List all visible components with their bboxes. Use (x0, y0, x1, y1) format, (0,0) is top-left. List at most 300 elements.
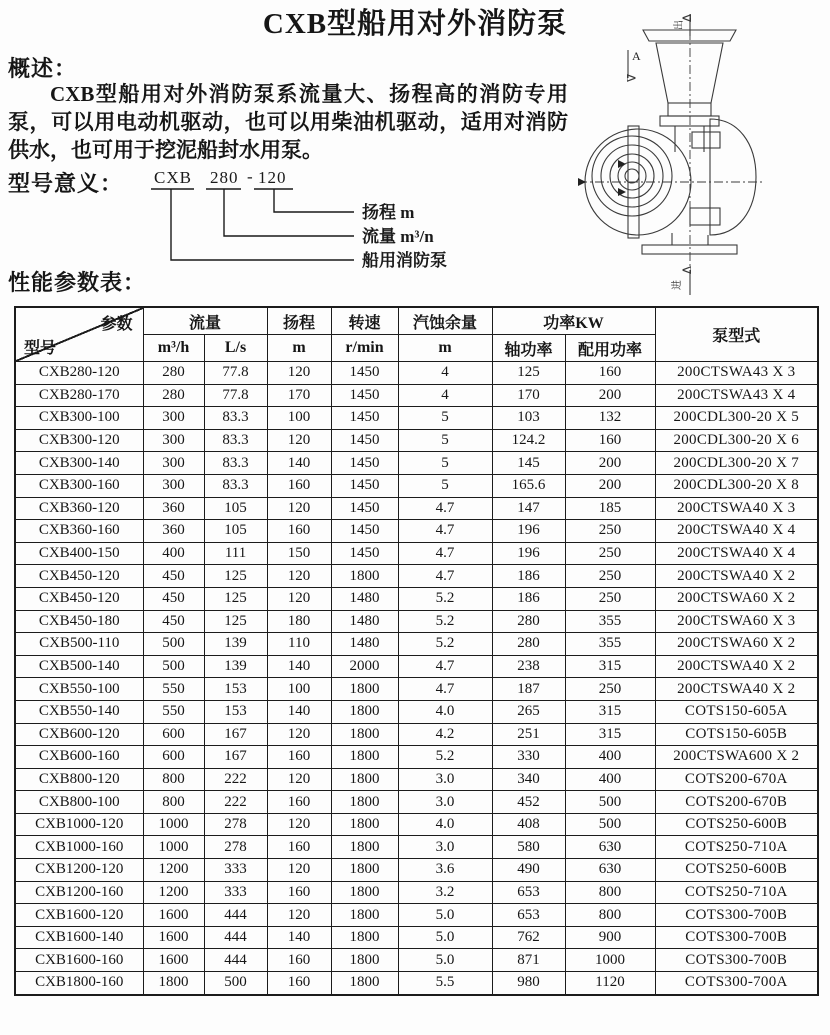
header-npsh: 汽蚀余量 (398, 307, 492, 335)
value-cell: 1480 (331, 633, 398, 656)
value-cell: 580 (492, 836, 565, 859)
value-cell: 5.0 (398, 926, 492, 949)
pump-type-cell: 200CTSWA40 X 2 (655, 655, 818, 678)
model-cell: CXB300-160 (15, 474, 143, 497)
header-power-rated: 配用功率 (565, 335, 655, 362)
value-cell: 1450 (331, 474, 398, 497)
value-cell: 1600 (143, 949, 204, 972)
value-cell: 1000 (565, 949, 655, 972)
pump-type-cell: 200CTSWA60 X 2 (655, 587, 818, 610)
value-cell: 105 (204, 520, 267, 543)
value-cell: 125 (204, 565, 267, 588)
value-cell: 550 (143, 678, 204, 701)
value-cell: 100 (267, 678, 331, 701)
value-cell: 300 (143, 429, 204, 452)
value-cell: 160 (565, 362, 655, 385)
pump-type-cell: 200CTSWA43 X 3 (655, 362, 818, 385)
value-cell: 3.0 (398, 768, 492, 791)
value-cell: 400 (565, 768, 655, 791)
value-cell: 1450 (331, 497, 398, 520)
value-cell: 360 (143, 497, 204, 520)
value-cell: 500 (143, 633, 204, 656)
model-cell: CXB280-170 (15, 384, 143, 407)
pump-type-cell: COTS200-670A (655, 768, 818, 791)
nozzle-neck (668, 103, 711, 116)
value-cell: 800 (565, 881, 655, 904)
value-cell: 186 (492, 565, 565, 588)
value-cell: 871 (492, 949, 565, 972)
value-cell: 1800 (331, 813, 398, 836)
value-cell: 1800 (331, 972, 398, 995)
value-cell: 160 (267, 836, 331, 859)
value-cell: 186 (492, 587, 565, 610)
value-cell: 900 (565, 926, 655, 949)
table-row (15, 542, 818, 565)
value-cell: 139 (204, 633, 267, 656)
pump-type-cell: 200CTSWA40 X 2 (655, 678, 818, 701)
table-row (15, 452, 818, 475)
value-cell: 83.3 (204, 407, 267, 430)
value-cell: 1450 (331, 429, 398, 452)
value-cell: 408 (492, 813, 565, 836)
model-cell: CXB550-140 (15, 700, 143, 723)
model-cell: CXB600-160 (15, 746, 143, 769)
lower-bracket (690, 208, 720, 225)
value-cell: 452 (492, 791, 565, 814)
table-row (15, 972, 818, 995)
table-row (15, 587, 818, 610)
value-cell: 490 (492, 859, 565, 882)
value-cell: 4.7 (398, 520, 492, 543)
upper-bracket (692, 132, 720, 148)
header-head: 扬程 (267, 307, 331, 335)
value-cell: 196 (492, 542, 565, 565)
inlet-label: 进 (672, 280, 683, 290)
pump-type-cell: 200CTSWA600 X 2 (655, 746, 818, 769)
table-row (15, 949, 818, 972)
value-cell: 444 (204, 904, 267, 927)
value-cell: 4.0 (398, 813, 492, 836)
value-cell: 4 (398, 362, 492, 385)
value-cell: 280 (143, 384, 204, 407)
value-cell: 2000 (331, 655, 398, 678)
value-cell: 5.0 (398, 904, 492, 927)
value-cell: 160 (267, 520, 331, 543)
value-cell: 160 (565, 429, 655, 452)
pump-type-cell: COTS250-710A (655, 836, 818, 859)
example-model-code: CXB (154, 168, 192, 187)
pump-type-cell: 200CTSWA40 X 4 (655, 520, 818, 543)
pump-drawing (572, 2, 822, 302)
value-cell: 1800 (331, 723, 398, 746)
value-cell: 1450 (331, 384, 398, 407)
table-row (15, 700, 818, 723)
value-cell: 120 (267, 497, 331, 520)
pump-type-cell: 200CTSWA40 X 4 (655, 542, 818, 565)
pump-type-cell: 200CTSWA40 X 2 (655, 565, 818, 588)
pump-type-cell: COTS150-605A (655, 700, 818, 723)
value-cell: 83.3 (204, 429, 267, 452)
value-cell: 170 (267, 384, 331, 407)
value-cell: 500 (204, 972, 267, 995)
value-cell: 125 (204, 587, 267, 610)
value-cell: 4.7 (398, 655, 492, 678)
pump-type-cell: 200CDL300-20 X 8 (655, 474, 818, 497)
value-cell: 5.2 (398, 633, 492, 656)
table-row (15, 723, 818, 746)
value-cell: 1000 (143, 813, 204, 836)
value-cell: 250 (565, 520, 655, 543)
value-cell: 630 (565, 836, 655, 859)
value-cell: 5.2 (398, 746, 492, 769)
value-cell: 330 (492, 746, 565, 769)
value-cell: 762 (492, 926, 565, 949)
header-npsh-unit: m (398, 335, 492, 362)
value-cell: 355 (565, 633, 655, 656)
value-cell: 355 (565, 610, 655, 633)
value-cell: 800 (143, 791, 204, 814)
value-cell: 4.7 (398, 678, 492, 701)
value-cell: 500 (565, 791, 655, 814)
value-cell: 110 (267, 633, 331, 656)
value-cell: 1800 (331, 746, 398, 769)
value-cell: 4.7 (398, 497, 492, 520)
value-cell: 1000 (143, 836, 204, 859)
value-cell: 125 (204, 610, 267, 633)
performance-table-body (15, 362, 818, 995)
value-cell: 1600 (143, 904, 204, 927)
value-cell: 160 (267, 972, 331, 995)
model-cell: CXB500-140 (15, 655, 143, 678)
table-row (15, 768, 818, 791)
value-cell: 100 (267, 407, 331, 430)
value-cell: 111 (204, 542, 267, 565)
model-cell: CXB300-140 (15, 452, 143, 475)
value-cell: 4.7 (398, 542, 492, 565)
table-row (15, 407, 818, 430)
value-cell: 1200 (143, 859, 204, 882)
value-cell: 165.6 (492, 474, 565, 497)
corner-label-parameter: 参数 (100, 316, 133, 333)
value-cell: 1800 (331, 791, 398, 814)
table-row (15, 610, 818, 633)
value-cell: 3.0 (398, 791, 492, 814)
pump-type-cell: COTS250-600B (655, 859, 818, 882)
value-cell: 500 (143, 655, 204, 678)
overview-heading: 概述： (8, 56, 78, 81)
value-cell: 400 (565, 746, 655, 769)
pump-type-cell: 200CTSWA60 X 2 (655, 633, 818, 656)
coupling-dome (710, 119, 756, 235)
value-cell: 1450 (331, 362, 398, 385)
value-cell: 360 (143, 520, 204, 543)
value-cell: 5 (398, 407, 492, 430)
value-cell: 450 (143, 610, 204, 633)
table-row (15, 520, 818, 543)
value-cell: 139 (204, 655, 267, 678)
header-flow-group: 流量 (143, 307, 267, 335)
value-cell: 980 (492, 972, 565, 995)
head-callout-label: 扬程 m (362, 203, 415, 222)
value-cell: 187 (492, 678, 565, 701)
table-row (15, 859, 818, 882)
value-cell: 3.2 (398, 881, 492, 904)
value-cell: 222 (204, 791, 267, 814)
model-cell: CXB360-160 (15, 520, 143, 543)
value-cell: 1800 (331, 926, 398, 949)
value-cell: 1800 (331, 678, 398, 701)
model-cell: CXB1200-120 (15, 859, 143, 882)
model-cell: CXB500-110 (15, 633, 143, 656)
model-cell: CXB450-120 (15, 565, 143, 588)
example-flow-value: 280 (210, 168, 239, 187)
value-cell: 5 (398, 452, 492, 475)
pump-type-cell: COTS300-700B (655, 949, 818, 972)
model-cell: CXB1600-160 (15, 949, 143, 972)
model-cell: CXB1600-140 (15, 926, 143, 949)
pump-type-cell: 200CTSWA60 X 3 (655, 610, 818, 633)
value-cell: 4.0 (398, 700, 492, 723)
value-cell: 250 (565, 587, 655, 610)
model-cell: CXB1000-120 (15, 813, 143, 836)
value-cell: 278 (204, 836, 267, 859)
value-cell: 340 (492, 768, 565, 791)
value-cell: 315 (565, 655, 655, 678)
value-cell: 124.2 (492, 429, 565, 452)
value-cell: 1800 (331, 859, 398, 882)
flow-callout-label: 流量 m³/n (362, 227, 434, 246)
table-row (15, 813, 818, 836)
pump-type-cell: COTS300-700B (655, 926, 818, 949)
value-cell: 333 (204, 881, 267, 904)
value-cell: 170 (492, 384, 565, 407)
table-row (15, 497, 818, 520)
value-cell: 1800 (331, 836, 398, 859)
value-cell: 4.7 (398, 565, 492, 588)
value-cell: 450 (143, 565, 204, 588)
discharge-cone (656, 43, 723, 103)
value-cell: 444 (204, 926, 267, 949)
value-cell: 1800 (331, 881, 398, 904)
value-cell: 1800 (331, 904, 398, 927)
value-cell: 140 (267, 926, 331, 949)
value-cell: 150 (267, 542, 331, 565)
value-cell: 120 (267, 429, 331, 452)
value-cell: 265 (492, 700, 565, 723)
value-cell: 120 (267, 813, 331, 836)
value-cell: 400 (143, 542, 204, 565)
model-meaning-heading: 型号意义： (8, 171, 124, 196)
value-cell: 120 (267, 859, 331, 882)
value-cell: 77.8 (204, 362, 267, 385)
value-cell: 120 (267, 723, 331, 746)
value-cell: 125 (492, 362, 565, 385)
header-speed-unit: r/min (331, 335, 398, 362)
value-cell: 250 (565, 678, 655, 701)
value-cell: 145 (492, 452, 565, 475)
value-cell: 500 (565, 813, 655, 836)
value-cell: 238 (492, 655, 565, 678)
value-cell: 140 (267, 655, 331, 678)
value-cell: 140 (267, 452, 331, 475)
corner-header-cell (15, 307, 143, 362)
value-cell: 120 (267, 904, 331, 927)
model-cell: CXB1200-160 (15, 881, 143, 904)
table-row (15, 565, 818, 588)
pump-type-cell: COTS200-670B (655, 791, 818, 814)
value-cell: 251 (492, 723, 565, 746)
value-cell: 1800 (331, 949, 398, 972)
model-cell: CXB450-120 (15, 587, 143, 610)
value-cell: 167 (204, 746, 267, 769)
value-cell: 180 (267, 610, 331, 633)
header-pump-type: 泵型式 (655, 307, 818, 362)
pump-type-cell: 200CDL300-20 X 6 (655, 429, 818, 452)
value-cell: 160 (267, 791, 331, 814)
value-cell: 333 (204, 859, 267, 882)
example-separator: - (247, 167, 254, 186)
value-cell: 600 (143, 723, 204, 746)
value-cell: 653 (492, 904, 565, 927)
table-row (15, 926, 818, 949)
table-row (15, 791, 818, 814)
model-cell: CXB800-100 (15, 791, 143, 814)
value-cell: 103 (492, 407, 565, 430)
value-cell: 160 (267, 474, 331, 497)
header-flow-ls: L/s (204, 335, 267, 362)
value-cell: 153 (204, 700, 267, 723)
value-cell: 120 (267, 768, 331, 791)
value-cell: 120 (267, 362, 331, 385)
value-cell: 5.2 (398, 610, 492, 633)
value-cell: 4 (398, 384, 492, 407)
value-cell: 800 (143, 768, 204, 791)
value-cell: 160 (267, 746, 331, 769)
pump-type-cell: 200CDL300-20 X 5 (655, 407, 818, 430)
value-cell: 132 (565, 407, 655, 430)
value-cell: 450 (143, 587, 204, 610)
value-cell: 1600 (143, 926, 204, 949)
value-cell: 1800 (331, 768, 398, 791)
value-cell: 280 (492, 633, 565, 656)
value-cell: 315 (565, 700, 655, 723)
value-cell: 1120 (565, 972, 655, 995)
page-title: CXB型船用对外消防泵 (262, 8, 568, 40)
model-cell: CXB600-120 (15, 723, 143, 746)
bottom-flange (642, 245, 737, 254)
performance-table-heading: 性能参数表： (8, 270, 147, 295)
pump-type-cell: COTS300-700B (655, 904, 818, 927)
table-row (15, 655, 818, 678)
pump-type-cell: 200CDL300-20 X 7 (655, 452, 818, 475)
value-cell: 3.0 (398, 836, 492, 859)
value-cell: 1800 (143, 972, 204, 995)
outlet-label: 出 (674, 20, 685, 30)
model-cell: CXB1800-160 (15, 972, 143, 995)
value-cell: 653 (492, 881, 565, 904)
value-cell: 300 (143, 452, 204, 475)
value-cell: 1450 (331, 542, 398, 565)
value-cell: 4.2 (398, 723, 492, 746)
model-cell: CXB360-120 (15, 497, 143, 520)
value-cell: 160 (267, 881, 331, 904)
value-cell: 600 (143, 746, 204, 769)
value-cell: 1480 (331, 587, 398, 610)
value-cell: 160 (267, 949, 331, 972)
value-cell: 630 (565, 859, 655, 882)
value-cell: 1200 (143, 881, 204, 904)
model-cell: CXB800-120 (15, 768, 143, 791)
corner-label-model: 型号 (24, 340, 57, 357)
value-cell: 800 (565, 904, 655, 927)
pump-type-cell: 200CTSWA43 X 4 (655, 384, 818, 407)
tick-lower (618, 188, 626, 196)
value-cell: 250 (565, 565, 655, 588)
example-head-value: 120 (258, 168, 287, 187)
value-cell: 222 (204, 768, 267, 791)
header-power-group: 功率KW (492, 307, 655, 335)
value-cell: 5.5 (398, 972, 492, 995)
value-cell: 250 (565, 542, 655, 565)
model-cell: CXB1600-120 (15, 904, 143, 927)
header-speed: 转速 (331, 307, 398, 335)
value-cell: 1800 (331, 565, 398, 588)
value-cell: 196 (492, 520, 565, 543)
model-cell: CXB450-180 (15, 610, 143, 633)
value-cell: 1480 (331, 610, 398, 633)
header-power-shaft: 轴功率 (492, 335, 565, 362)
pump-callout-line (171, 189, 354, 260)
value-cell: 300 (143, 407, 204, 430)
value-cell: 83.3 (204, 474, 267, 497)
value-cell: 1450 (331, 452, 398, 475)
model-cell: CXB1000-160 (15, 836, 143, 859)
value-cell: 105 (204, 497, 267, 520)
pump-type-cell: COTS300-700A (655, 972, 818, 995)
pump-type-cell: COTS250-710A (655, 881, 818, 904)
model-designation-diagram (146, 166, 576, 276)
performance-table (14, 306, 819, 996)
table-row (15, 362, 818, 385)
value-cell: 120 (267, 565, 331, 588)
model-cell: CXB300-100 (15, 407, 143, 430)
table-row (15, 678, 818, 701)
value-cell: 5.0 (398, 949, 492, 972)
section-a-label: A (632, 49, 641, 63)
pump-type-cell: 200CTSWA40 X 3 (655, 497, 818, 520)
header-head-unit: m (267, 335, 331, 362)
value-cell: 444 (204, 949, 267, 972)
model-cell: CXB400-150 (15, 542, 143, 565)
header-flow-m3h: m³/h (143, 335, 204, 362)
value-cell: 140 (267, 700, 331, 723)
value-cell: 185 (565, 497, 655, 520)
value-cell: 153 (204, 678, 267, 701)
table-row (15, 474, 818, 497)
table-row (15, 836, 818, 859)
value-cell: 1800 (331, 700, 398, 723)
table-row (15, 633, 818, 656)
value-cell: 147 (492, 497, 565, 520)
value-cell: 280 (492, 610, 565, 633)
value-cell: 200 (565, 452, 655, 475)
model-cell: CXB550-100 (15, 678, 143, 701)
overview-paragraph: CXB型船用对外消防泵系流量大、扬程高的消防专用泵，可以用电动机驱动，也可以用柴油机驱动，适用对消防供水，也可用于挖泥船封水用泵。 (8, 82, 568, 162)
value-cell: 200 (565, 384, 655, 407)
value-cell: 3.6 (398, 859, 492, 882)
value-cell: 1450 (331, 407, 398, 430)
header-row-1 (15, 307, 818, 335)
